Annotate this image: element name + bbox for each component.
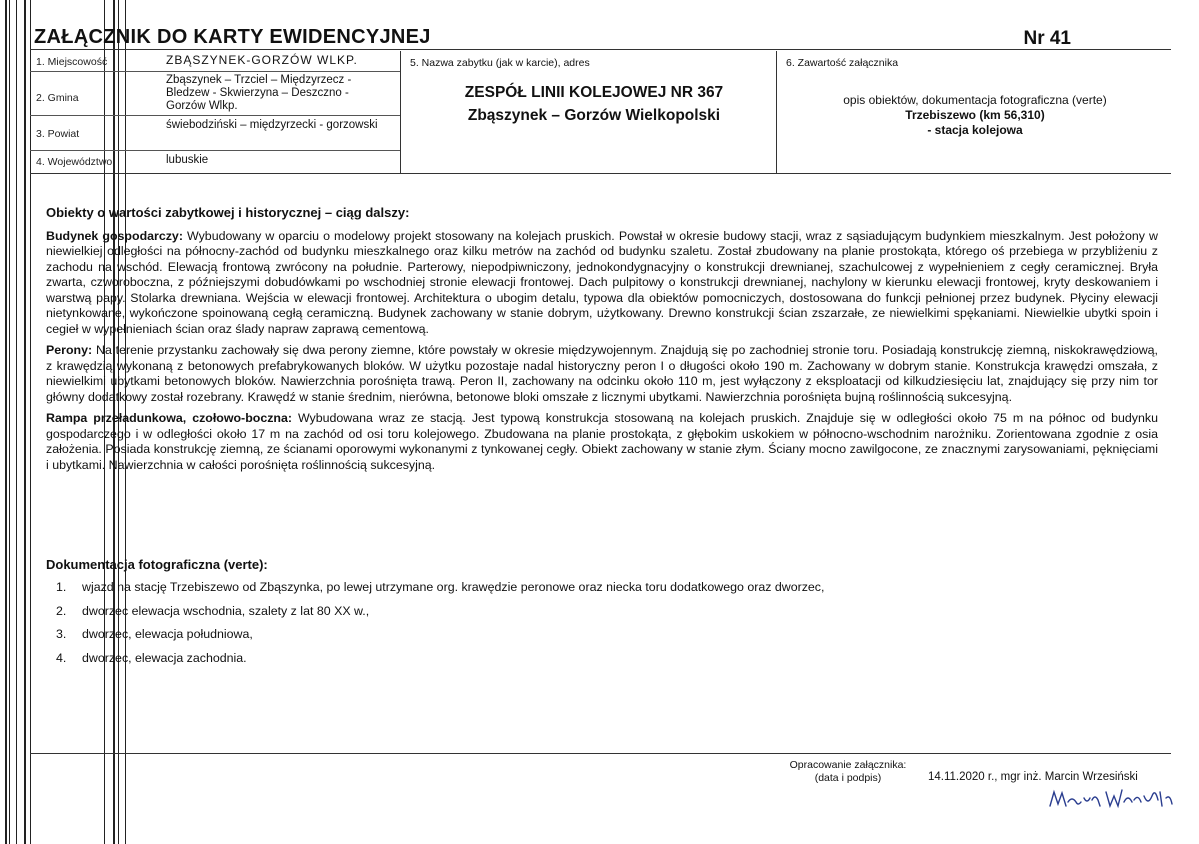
field-label-nazwa: 5. Nazwa zabytku (jak w karcie), adres <box>410 57 590 69</box>
list-item <box>56 651 824 675</box>
footer-label-line2: (data i podpis) <box>814 772 882 784</box>
header-table <box>30 51 1171 174</box>
documentation-list <box>56 580 824 674</box>
paragraph-rampa <box>46 411 1158 473</box>
field-label-gmina: 2. Gmina <box>36 92 79 104</box>
list-item <box>56 604 824 628</box>
row-divider <box>30 71 400 72</box>
footer-label-line1: Opracowanie załącznika: <box>789 759 907 771</box>
row-divider <box>30 150 400 151</box>
footer-label <box>786 759 910 785</box>
paragraph-lead: Budynek gospodarczy: <box>46 228 183 243</box>
handwritten-signature <box>1048 784 1178 814</box>
monument-name-line2: Zbąszynek – Gorzów Wielkopolski <box>467 107 721 124</box>
list-item-number: 1. <box>56 580 67 594</box>
list-item-text: dworzec, elewacja zachodnia. <box>82 650 247 665</box>
attachment-contents <box>782 93 1168 138</box>
column-divider <box>400 51 401 173</box>
paragraph-text: Wybudowany w oparciu o modelowy projekt stosowany na kolejach pruskich. Powstał w okresie budowy stacji, wraz z sąsiadującym budynkiem mieszkalnym. Jest położony w niewielkiej odległości na północny-zachód od budynku mieszkalnego oraz kilku metrów na zachód od budynku szaletu. Został zbudowany na planie prostokąta, którego oś przebiega w przybliżeniu z zachodu na wschód. Elewacją frontową zwrócony na południe. Parterowy, niepodpiwniczony, jednokondygnacyjny o konstrukcji drewnianej, szachulcowej z wypełnieniem z cegły ceramicznej. Bryła zwarta, czworoboczna, z późniejszymi dobudówkami po wschodniej stronie elewacji frontowej. Dach pulpitowy o konstrukcji drewnianej, nachylony w kierunku elewacji frontowej, kryty deskowaniem i warstwą papy. Stolarka drewniana. Wejścia w elewacji frontowej. Architektura o ubogim detalu, typowa dla obiektów pomocniczych, dostosowana do funkcji pełnionej przez budynek. Płyciny elewacji nietynkowane, wykończone spoinowaną cegłą ceramiczną. Budynek zachowany w stanie dobrym, użytkowany. Drewno konstrukcji ścian zszarzałe, ze niewielkimi spękaniami. Niewielkie ubytki spoin i cegieł w wypełnieniach ścian oraz ślady napraw zaprawą cementową. <box>46 228 1158 336</box>
scan-artifact-line <box>16 0 17 844</box>
list-item <box>56 580 824 604</box>
list-item-text: wjazd na stację Trzebiszewo od Zbąszynka, po lewej utrzymane org. krawędzie peronowe oraz niecka toru dodatkowego oraz dworzec, <box>82 580 825 594</box>
contents-line2: Trzebiszewo (km 56,310) <box>905 108 1045 122</box>
paragraph-budynek-gospodarczy <box>46 229 1158 338</box>
contents-line3: - stacja kolejowa <box>927 123 1023 137</box>
field-label-miejscowosc: 1. Miejscowość <box>36 56 108 68</box>
list-item-number: 4. <box>56 650 67 665</box>
field-value-miejscowosc: ZBĄSZYNEK-GORZÓW WLKP. <box>166 53 358 67</box>
field-value-wojewodztwo: lubuskie <box>166 154 209 166</box>
paragraph-text: Na terenie przystanku zachowały się dwa perony ziemne, które powstały w okresie międzywojennym. Znajdują się po zachodniej stronie toru. Posiadają konstrukcję ziemną, niskokrawędziową, z krawędzią wykonaną z betonowych prefabrykowanych bloków. W użytku pozostaje nadal historyczny peron I o długości około 190 m. Zachowany w dobrym stanie. Konstrukcja krawędzi omszała, z niewielkimi ubytkami betonowych bloków. Nawierzchnia porośnięta trawą. Peron II, zachowany na odcinku około 110 m, jest wyłączony z eksploatacji od kilkudziesięciu lat, znajdujący się przy nim tor główny dodatkowy został rozebrany. Krawędź w stanie średnim, nierówna, betonowe bloki omszałe z licznymi ubytkami. Nawierzchnia porośnięta bujną roślinnością sukcesyjną. <box>46 343 1158 404</box>
paragraph-lead: Perony: <box>46 343 93 357</box>
list-item-text: dworzec elewacja wschodnia, szalety z lat 80 XX w., <box>82 603 370 618</box>
section-heading: Obiekty o wartości zabytkowej i historycznej – ciąg dalszy: <box>46 205 410 220</box>
monument-name <box>402 81 786 127</box>
field-value-powiat: świebodziński – międzyrzecki - gorzowski <box>166 119 378 131</box>
title-divider <box>30 49 1171 50</box>
list-item-text: dworzec, elewacja południowa, <box>82 627 253 641</box>
footer-date-author: 14.11.2020 r., mgr inż. Marcin Wrzesiński <box>928 771 1138 783</box>
monument-name-line1: ZESPÓŁ LINII KOLEJOWEJ NR 367 <box>464 84 724 101</box>
footer-divider <box>30 753 1171 754</box>
contents-line1: opis obiektów, dokumentacja fotograficzna (verte) <box>843 93 1107 107</box>
documentation-heading: Dokumentacja fotograficzna (verte): <box>46 557 268 572</box>
scan-artifact-line <box>5 0 7 844</box>
document-title: ZAŁĄCZNIK DO KARTY EWIDENCYJNEJ <box>34 26 431 48</box>
document-number: Nr 41 <box>1023 28 1071 49</box>
paragraph-text: Wybudowana wraz ze stacją. Jest typową konstrukcja stosowaną na kolejach pruskich. Znajduje się w odległości około 75 m na północ od budynku gospodarczego i w odległości około 17 m na zachód od osi toru kolejowego. Zbudowana na planie prostokąta, z głębokim uskokiem w północno-wschodnim narożniku. Zorientowana zgodnie z osia założenia. Posiada konstrukcję ziemną, ze ścianami oporowymi wykonanymi z tynkowanej cegły. Obiekt zachowany w stanie złym. Ściany mocno zawilgocone, ze znacznymi zarysowaniami, pęknięciami i ubytkami. Nawierzchnia w całości porośnięta roślinnością sukcesyjną. <box>46 411 1158 472</box>
field-label-zawartosc: 6. Zawartość załącznika <box>786 57 899 69</box>
field-value-gmina: Zbąszynek – Trzciel – Międzyrzecz - Bledzew - Skwierzyna – Deszczno - Gorzów Wlkp. <box>166 74 352 112</box>
paragraph-lead: Rampa przeładunkowa, czołowo-boczna: <box>46 411 292 425</box>
field-label-wojewodztwo: 4. Województwo <box>36 156 113 168</box>
scan-artifact-line <box>9 0 10 844</box>
scan-artifact-line <box>24 0 26 844</box>
paragraph-perony <box>46 343 1158 405</box>
list-item-number: 3. <box>56 627 67 641</box>
list-item-number: 2. <box>56 603 67 618</box>
objects-description <box>46 205 1158 479</box>
row-divider <box>30 115 400 116</box>
list-item <box>56 627 824 651</box>
field-label-powiat: 3. Powiat <box>36 128 80 140</box>
